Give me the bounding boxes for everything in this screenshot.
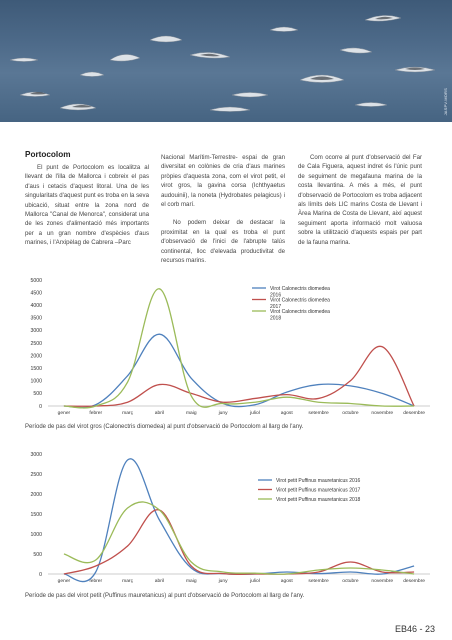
x-tick-label: setembre: [308, 579, 329, 584]
y-tick-label: 3500: [30, 315, 42, 322]
chart-1-caption: Període de pas del virot gros (Calonectris diomedea) al punt d'observació de Portocolom al llarg de l'any.: [25, 424, 304, 430]
column-3-text: Com ocorre al punt d'observació del Far de Cala Figuera, aquest indret és l'únic punt de seguiment de megafauna marina de la costa llevantina. A més a més, el punt d'observació de Portocolom es troba adjacent als límits dels LIC marins Costa de Llevant i Àrea Marina de Costa de Llevant, així aquest seguiment aporta informació molt valuosa sobre la utilització d'aquests espais per part de la fauna marina.: [298, 154, 422, 246]
seabirds-illustration: [0, 0, 452, 122]
x-tick-label: febrer: [89, 411, 103, 416]
legend-label-2: Virot Calonectris diomedea: [270, 297, 330, 304]
x-tick-label: març: [122, 579, 134, 584]
x-tick-label: octubre: [342, 411, 359, 416]
y-tick-label: 4000: [30, 303, 42, 309]
section-title: Portocolom: [25, 150, 71, 159]
y-tick-label: 3000: [30, 328, 42, 335]
x-tick-label: octubre: [342, 579, 359, 584]
x-tick-label: agost: [280, 411, 293, 416]
x-tick-label: juliol: [250, 579, 260, 584]
y-tick-label: 2000: [30, 353, 42, 360]
y-tick-label: 1500: [30, 511, 42, 518]
x-tick-label: setembre: [308, 411, 329, 416]
x-tick-label: novembre: [371, 411, 394, 416]
page-number: EB46 - 23: [394, 624, 435, 634]
x-tick-label: febrer: [89, 579, 103, 584]
puffinus-chart: [20, 447, 440, 587]
series-line-3: [64, 289, 414, 408]
y-tick-label: 0: [39, 571, 42, 578]
y-tick-label: 5000: [30, 277, 42, 284]
x-tick-label: juliol: [250, 411, 260, 416]
x-tick-label: novembre: [371, 579, 394, 584]
x-tick-label: gener: [57, 579, 71, 584]
legend-label-1: 2016: [270, 292, 282, 299]
x-tick-label: maig: [185, 411, 197, 416]
column-1-text: El punt de Portocolom es localitza al llevant de l'illa de Mallorca i cobreix el pas d'aus i cetacis d'aquest litoral. Una de les singularitats d'aquest punt es troba en la seva ubicació, situat entre la zona nord de Mallorca "Canal de Menorca", considerat una de les zones d'alimentació més importants per a un gran nombre d'espècies d'aus marines, i l'Arxipèlag de Cabrera –Parc: [25, 164, 149, 247]
series-line-3: [64, 502, 414, 574]
article-column-3: [298, 153, 422, 256]
y-tick-label: 500: [33, 391, 42, 398]
series-line-2: [64, 510, 414, 575]
legend-label-2: Virot petit Puffinus mauretanicus 2017: [276, 487, 361, 494]
x-tick-label: maig: [185, 579, 197, 584]
seabirds-photo: [0, 0, 452, 122]
y-tick-label: 2000: [30, 491, 42, 498]
y-tick-label: 1500: [30, 366, 42, 372]
x-tick-label: desembre: [403, 411, 425, 416]
y-tick-label: 2500: [30, 471, 42, 478]
article-column-1: [25, 163, 149, 257]
calonectris-chart-svg: [20, 277, 440, 420]
y-tick-label: 2500: [30, 340, 42, 347]
y-tick-label: 1000: [30, 378, 42, 385]
legend-label-1: Virot petit Puffinus mauretanicus 2016: [276, 477, 361, 484]
x-tick-label: juny: [218, 411, 228, 416]
x-tick-label: desembre: [403, 579, 425, 584]
legend-label-2: 2017: [270, 303, 282, 310]
x-tick-label: abril: [154, 579, 165, 584]
photo-credit: JASPV.MORS: [443, 88, 448, 116]
x-tick-label: gener: [57, 411, 71, 416]
y-tick-label: 4500: [30, 290, 42, 297]
chart-2-caption: Període de pas del virot petit (Puffinus mauretanicus) al punt d'observació de Portocolom al llarg de l'any.: [25, 593, 305, 599]
y-tick-label: 1000: [30, 531, 42, 538]
y-tick-label: 3000: [30, 451, 42, 458]
puffinus-chart-svg: [20, 447, 440, 587]
column-2-paragraph-1: Nacional Marítim-Terrestre- espai de gran diversitat en colònies de cria d'aus marines pròpies d'aquesta zona, com el virot petit, el virot gros, la gavina corsa (Ichthyaetus audouinii), la noneta (Hydrobates pelagicus) i el corb marí.: [161, 154, 285, 209]
x-tick-label: juny: [218, 579, 228, 584]
series-line-1: [64, 459, 414, 582]
article-column-2: [161, 153, 285, 274]
calonectris-chart: [20, 277, 440, 420]
x-tick-label: abril: [154, 411, 165, 416]
x-tick-label: març: [122, 411, 134, 416]
y-tick-label: 0: [39, 403, 42, 410]
x-tick-label: agost: [280, 579, 293, 584]
y-tick-label: 500: [33, 551, 42, 558]
legend-label-3: Virot Calonectris diomedea: [270, 308, 330, 315]
column-2-paragraph-2: No podem deixar de destacar la proximitat en la qual es troba el punt d'observació de l'inici de l'abrupte talús continental, lloc d'elevada productivitat de recursos marins.: [161, 219, 285, 265]
legend-label-1: Virot Calonectris diomedea: [270, 285, 330, 292]
legend-label-3: Virot petit Puffinus mauretanicus 2018: [276, 496, 361, 503]
legend-label-3: 2018: [270, 315, 282, 322]
